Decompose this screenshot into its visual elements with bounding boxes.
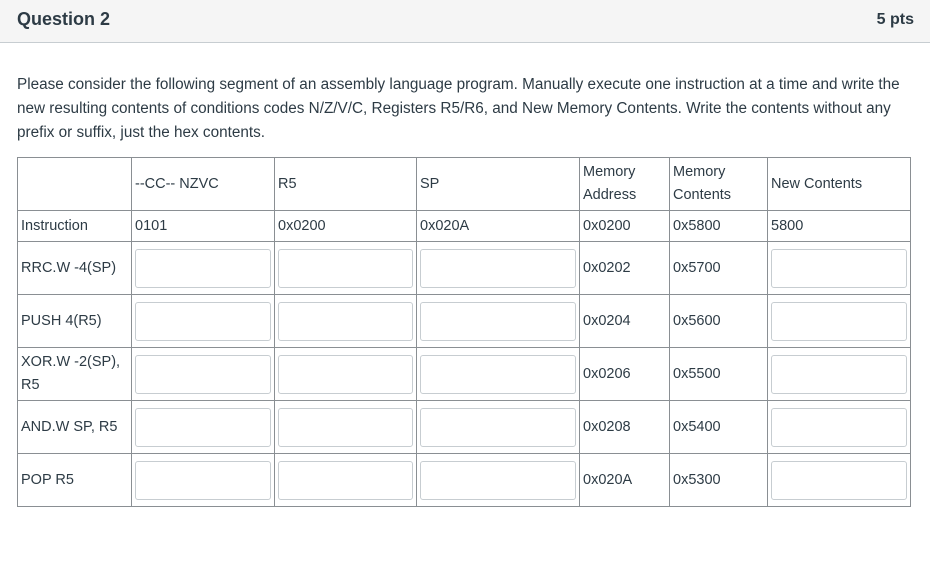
memory-contents: 0x5500: [670, 348, 768, 401]
initial-address: 0x0200: [580, 211, 670, 242]
initial-r5: 0x0200: [275, 211, 417, 242]
new-contents-input[interactable]: [771, 355, 907, 394]
r5-input[interactable]: [278, 249, 413, 288]
new-contents-cell: [768, 348, 911, 401]
instruction-text: POP R5: [21, 472, 74, 488]
initial-cc: 0101: [132, 211, 275, 242]
memory-contents: 0x5300: [670, 454, 768, 507]
instruction-row: [18, 348, 911, 401]
memory-contents: 0x5600: [670, 295, 768, 348]
cc-cell: [132, 401, 275, 454]
instruction-label: [18, 348, 132, 401]
memory-address: 0x0206: [580, 348, 670, 401]
instruction-row: [18, 401, 911, 454]
new-contents-input[interactable]: [771, 461, 907, 500]
instruction-label: [18, 295, 132, 348]
new-contents-cell: [768, 242, 911, 295]
question-prompt: Please consider the following segment of an assembly language program. Manually execute one instruction at a time and write the new resulting contents of conditions codes N/Z/V/C, Registers R5/R6, and New Memory Contents. Write the contents without any prefix or suffix, just the hex contents.: [17, 76, 900, 141]
r5-input[interactable]: [278, 408, 413, 447]
cc-input[interactable]: [135, 461, 271, 500]
instruction-label: [18, 454, 132, 507]
initial-contents: 0x5800: [670, 211, 768, 242]
header-empty-cell: [18, 158, 132, 211]
table-header-row: [18, 158, 911, 211]
memory-address: 0x0202: [580, 242, 670, 295]
sp-cell: [417, 454, 580, 507]
r5-input[interactable]: [278, 355, 413, 394]
instruction-text-line2: R5: [21, 377, 40, 393]
initial-new-contents: 5800: [768, 211, 911, 242]
instruction-label: [18, 401, 132, 454]
sp-input[interactable]: [420, 249, 576, 288]
header-memory-contents-line1: Memory: [673, 164, 726, 180]
memory-contents: 0x5700: [670, 242, 768, 295]
sp-cell: [417, 295, 580, 348]
header-memory-address: [580, 158, 670, 211]
header-sp: SP: [417, 158, 580, 211]
new-contents-input[interactable]: [771, 249, 907, 288]
cc-cell: [132, 295, 275, 348]
new-contents-cell: [768, 401, 911, 454]
r5-cell: [275, 401, 417, 454]
sp-cell: [417, 348, 580, 401]
header-r5: R5: [275, 158, 417, 211]
new-contents-cell: [768, 454, 911, 507]
new-contents-input[interactable]: [771, 408, 907, 447]
instruction-row: [18, 242, 911, 295]
instruction-row: [18, 295, 911, 348]
memory-address: 0x020A: [580, 454, 670, 507]
r5-cell: [275, 454, 417, 507]
header-memory-address-line2: Address: [583, 187, 637, 203]
instruction-row: [18, 454, 911, 507]
instruction-text-line1: XOR.W -2(SP),: [21, 354, 121, 370]
header-new-contents: New Contents: [768, 158, 911, 211]
cc-cell: [132, 348, 275, 401]
instruction-label: [18, 242, 132, 295]
r5-cell: [275, 348, 417, 401]
cc-cell: [132, 242, 275, 295]
memory-address: 0x0208: [580, 401, 670, 454]
instruction-text: AND.W SP, R5: [21, 419, 118, 435]
cc-cell: [132, 454, 275, 507]
r5-input[interactable]: [278, 461, 413, 500]
sp-input[interactable]: [420, 302, 576, 341]
memory-address: 0x0204: [580, 295, 670, 348]
new-contents-input[interactable]: [771, 302, 907, 341]
sp-input[interactable]: [420, 408, 576, 447]
answer-table: [17, 157, 911, 507]
cc-input[interactable]: [135, 249, 271, 288]
instruction-text: PUSH 4(R5): [21, 313, 102, 329]
header-memory-contents-line2: Contents: [673, 187, 732, 203]
cc-input[interactable]: [135, 355, 271, 394]
instruction-text: RRC.W -4(SP): [21, 260, 117, 276]
initial-label: Instruction: [18, 211, 132, 242]
question-points: 5 pts: [876, 11, 914, 28]
header-cc: --CC-- NZVC: [132, 158, 275, 211]
sp-input[interactable]: [420, 355, 576, 394]
sp-input[interactable]: [420, 461, 576, 500]
initial-sp: 0x020A: [417, 211, 580, 242]
initial-state-row: [18, 211, 911, 242]
question-header: [0, 0, 930, 43]
memory-contents: 0x5400: [670, 401, 768, 454]
new-contents-cell: [768, 295, 911, 348]
header-memory-address-line1: Memory: [583, 164, 636, 180]
header-memory-contents: [670, 158, 768, 211]
cc-input[interactable]: [135, 302, 271, 341]
cc-input[interactable]: [135, 408, 271, 447]
r5-input[interactable]: [278, 302, 413, 341]
question-title: Question 2: [17, 9, 111, 29]
sp-cell: [417, 242, 580, 295]
sp-cell: [417, 401, 580, 454]
r5-cell: [275, 242, 417, 295]
r5-cell: [275, 295, 417, 348]
